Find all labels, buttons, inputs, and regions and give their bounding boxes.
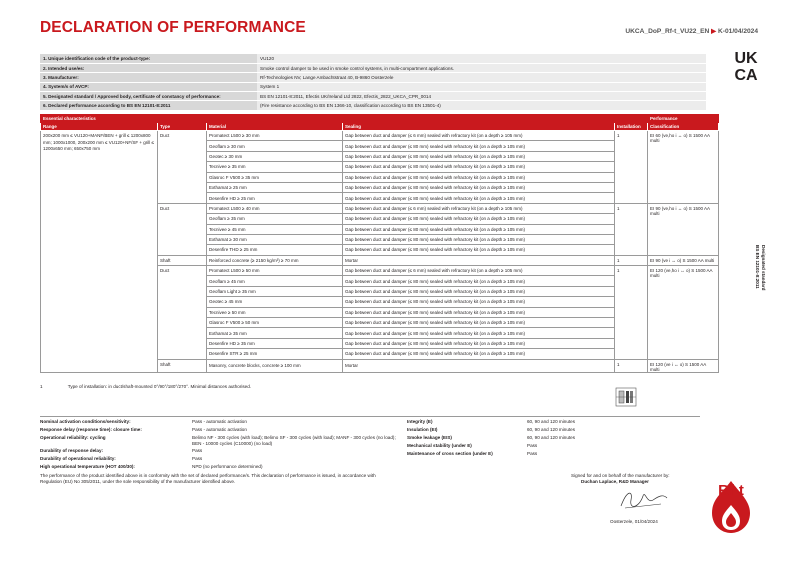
classification-cell: EI 90 (ve i ↔ o) S 1500 AA multi	[648, 255, 719, 265]
performance-value: NPD (no performance determined)	[192, 464, 263, 470]
performance-label: Maintenance of cross section (under E)	[407, 451, 493, 457]
side-designated-standard	[752, 245, 766, 365]
signer-name: Duchan Laplace, R&D Manager	[581, 479, 649, 485]
info-label: 3. Manufacturer:	[40, 73, 257, 82]
type-cell: Shaft	[158, 359, 207, 372]
footnote	[40, 384, 275, 389]
material-cell: Exthamat ≥ 30 mm	[207, 234, 343, 244]
material-cell: Glasroc F V500 ≥ 50 mm	[207, 318, 343, 328]
installation-cell: 1	[615, 203, 648, 255]
performance-left-labels	[40, 419, 190, 472]
material-cell: Geoflam ≥ 45 mm	[207, 276, 343, 286]
material-cell: Geoflam Light ≥ 35 mm	[207, 286, 343, 296]
table-column-header-row	[41, 123, 719, 131]
performance-label: Integrity (E)	[407, 419, 433, 424]
info-value: (Fire resistance according to BS EN 1366-10, classification according to BS EN 13501-4)	[257, 101, 706, 110]
document-reference	[625, 27, 758, 35]
performance-value: Belimo NF - 300 cycles (with load); Belimo SF - 300 cycles (with load); MANF - 300 cycles (no load); BEN - 10000 cycles (C10000) (no load)	[192, 435, 396, 446]
sealing-cell: Gap between duct and damper (≤ 80 mm) sealed with refractory kit (on a depth ≥ 105 mm)	[343, 245, 615, 255]
sealing-cell: Gap between duct and damper (≤ 80 mm) sealed with refractory kit (on a depth ≥ 105 mm)	[343, 224, 615, 234]
info-label: 2. Intended use/es:	[40, 63, 257, 72]
sealing-cell: Gap between duct and damper (≤ 80 mm) sealed with refractory kit (on a depth ≥ 105 mm)	[343, 297, 615, 307]
material-cell: Reinforced concrete (≥ 2150 kg/m³) ≥ 70 mm	[207, 255, 343, 265]
sealing-cell: Mortar	[343, 255, 615, 265]
info-row	[40, 82, 706, 91]
performance-left-values	[192, 419, 402, 472]
info-row	[40, 73, 706, 82]
performance-label: Response delay (response time): closure time:	[40, 427, 142, 433]
performance-right-labels	[407, 419, 527, 459]
rf-t-logo	[700, 475, 762, 537]
col-classification: Classification	[648, 123, 719, 131]
col-type: Type	[158, 123, 207, 131]
performance-value: Pass	[527, 443, 538, 449]
classification-cell: EI 120 (ve i ↔ o) S 1500 AA multi	[648, 359, 719, 372]
performance-value: Pass	[192, 456, 203, 462]
doc-code: UKCA_DoP_Rf-t_VU22_EN	[625, 28, 710, 35]
performance-value: Pass	[192, 448, 203, 454]
sealing-cell: Gap between duct and damper (≤ 80 mm) sealed with refractory kit (on a depth ≥ 105 mm)	[343, 286, 615, 296]
col-installation: Installation	[615, 123, 648, 131]
classification-cell: EI 60 (ve,ho i ↔ o) S 1500 AA multi	[648, 131, 719, 204]
performance-label: Mechanical stability (under E)	[407, 443, 472, 449]
table-header-row	[41, 115, 719, 123]
performance-characteristics	[40, 416, 700, 470]
col-range: Range	[41, 123, 158, 131]
material-cell: Geoflam ≥ 30 mm	[207, 141, 343, 151]
material-cell: Desenfire THD ≥ 25 mm	[207, 245, 343, 255]
performance-label: Smoke leakage (EIS)	[407, 435, 452, 441]
info-value: Rf-Technologies NV, Lange Ambachtstraat 40, B-9860 Oosterzele	[257, 73, 706, 82]
info-row	[40, 101, 706, 110]
material-cell: Desenfire HD ≥ 35 mm	[207, 338, 343, 348]
type-cell: Shaft	[158, 255, 207, 265]
material-cell: Tecnivee ≥ 35 mm	[207, 162, 343, 172]
installation-cell: 1	[615, 131, 648, 204]
sealing-cell: Gap between duct and damper (≤ 80 mm) sealed with refractory kit (on a depth ≥ 105 mm)	[343, 214, 615, 224]
classification-cell: EI 90 (ve,ho i ↔ o) S 1500 AA multi	[648, 203, 719, 255]
sealing-cell: Gap between duct and damper (≤ 80 mm) sealed with refractory kit (on a depth ≥ 105 mm)	[343, 328, 615, 338]
declaration-statement: The performance of the product identified above is in conformity with the set of declared performance/s. This declaration of performance is issued, in accordance with Regulation (EU) No 305/2011, under the sole responsibility of the manufacturer identified above.	[40, 473, 376, 485]
signer-block	[571, 473, 691, 485]
material-cell: Desenfire HD ≥ 25 mm	[207, 193, 343, 203]
installation-cell: 1	[615, 359, 648, 372]
material-cell: Geotec ≥ 30 mm	[207, 151, 343, 161]
info-row	[40, 63, 706, 72]
material-cell: Glasroc F V500 ≥ 35 mm	[207, 172, 343, 182]
sealing-cell: Gap between duct and damper (≤ 6 mm) sealed with refractory kit (on a depth ≥ 105 mm)	[343, 203, 615, 213]
type-cell: Duct	[158, 266, 207, 360]
page-title: DECLARATION OF PERFORMANCE	[40, 19, 306, 36]
sealing-cell: Gap between duct and damper (≤ 80 mm) sealed with refractory kit (on a depth ≥ 105 mm)	[343, 141, 615, 151]
performance-value: 60, 90 and 120 minutes	[527, 435, 576, 441]
info-value: BS EN 12101-8:2011, Efectis UK/Ireland Ltd 2822, Efectis_2822_UKCA_CPR_0014	[257, 92, 706, 101]
material-cell: Promatect L500 ≥ 50 mm	[207, 266, 343, 276]
sealing-cell: Gap between duct and damper (≤ 80 mm) sealed with refractory kit (on a depth ≥ 105 mm)	[343, 151, 615, 161]
sealing-cell: Gap between duct and damper (≤ 80 mm) sealed with refractory kit (on a depth ≥ 105 mm)	[343, 234, 615, 244]
installation-cell: 1	[615, 266, 648, 360]
table-row	[41, 131, 719, 141]
material-cell: Promatect L500 ≥ 30 mm	[207, 131, 343, 141]
sealing-cell: Gap between duct and damper (≤ 80 mm) sealed with refractory kit (on a depth ≥ 105 mm)	[343, 172, 615, 182]
doc-date: K-01/04/2024	[718, 28, 758, 35]
info-row	[40, 92, 706, 101]
performance-label: Durability of response delay:	[40, 448, 104, 454]
info-value: Smoke control damper to be used in smoke control systems, in multi-compartment applications.	[257, 63, 706, 72]
ukca-line1: UK	[734, 50, 758, 67]
info-value: System 1	[257, 82, 706, 91]
performance-value: 60, 90 and 120 minutes	[527, 419, 576, 424]
signature-icon	[617, 486, 671, 514]
performance-value: Pass	[527, 451, 538, 457]
info-value: VU120	[257, 54, 706, 63]
type-cell: Duct	[158, 203, 207, 255]
performance-label: Insulation (EI)	[407, 427, 438, 433]
material-cell: Geoflam ≥ 35 mm	[207, 214, 343, 224]
performance-label: Durability of operational reliability:	[40, 456, 116, 462]
ukca-mark-icon	[731, 48, 761, 82]
sealing-cell: Gap between duct and damper (≤ 80 mm) sealed with refractory kit (on a depth ≥ 105 mm)	[343, 193, 615, 203]
performance-label: Operational reliability: cycling	[40, 435, 106, 441]
material-cell: Geotec ≥ 45 mm	[207, 297, 343, 307]
info-label: 4. System/s of AVCP:	[40, 82, 257, 91]
sealing-cell: Gap between duct and damper (≤ 6 mm) sealed with refractory kit (on a depth ≥ 105 mm)	[343, 131, 615, 141]
performance-value: 60, 90 and 120 minutes	[527, 427, 576, 433]
material-cell: Exthamat ≥ 25 mm	[207, 182, 343, 192]
material-cell: Promatect L500 ≥ 40 mm	[207, 203, 343, 213]
ukca-line2: CA	[734, 67, 758, 82]
sealing-cell: Gap between duct and damper (≤ 6 mm) sealed with refractory kit (on a depth ≥ 105 mm)	[343, 266, 615, 276]
col-sealing: Sealing	[343, 123, 615, 131]
material-cell: Exthamat ≥ 35 mm	[207, 328, 343, 338]
performance-label: Nominal activation conditions/sensitivity:	[40, 419, 131, 424]
sealing-cell: Gap between duct and damper (≤ 80 mm) sealed with refractory kit (on a depth ≥ 105 mm)	[343, 318, 615, 328]
material-cell: Tecnivee ≥ 50 mm	[207, 307, 343, 317]
type-cell: Duct	[158, 131, 207, 204]
performance-label: High operational temperature (HOT 400/30):	[40, 464, 135, 470]
info-row	[40, 54, 706, 63]
essential-characteristics-table	[40, 114, 719, 373]
performance-right-values	[527, 419, 647, 459]
essential-characteristics-heading: Essential characteristics	[41, 115, 648, 123]
sealing-cell: Gap between duct and damper (≤ 80 mm) sealed with refractory kit (on a depth ≥ 105 mm)	[343, 162, 615, 172]
sealing-cell: Gap between duct and damper (≤ 80 mm) sealed with refractory kit (on a depth ≥ 105 mm)	[343, 349, 615, 359]
place-and-date: Oosterzele, 01/04/2024	[610, 519, 658, 524]
side-text-1: Designated standard	[761, 245, 766, 291]
material-cell: Tecnivee ≥ 45 mm	[207, 224, 343, 234]
sealing-cell: Mortar	[343, 359, 615, 372]
material-cell: Masonry, concrete blocks, concrete ≥ 100 mm	[207, 359, 343, 372]
performance-value: Pass - automatic activation	[192, 427, 247, 433]
footnote-text: Type of installation: in duct/shaft-mounted 0°/90°/180°/270°. Minimal distances authorised.	[67, 384, 252, 389]
info-label: 5. Designated standard / Approved body, certificate of constancy of performance:	[40, 92, 257, 101]
col-material: Material	[207, 123, 343, 131]
installation-orientation-icon	[615, 386, 637, 408]
range-cell: 200x200 mm ≤ VU120+MANF/BEN + grill ≤ 1200x800 mm; 1000x1000, 200x200 mm ≤ VU120+NF/SF + grill ≤ 1200x650 mm; 650x750 mm	[41, 131, 158, 373]
logo-text: Rf-t	[718, 482, 744, 499]
sealing-cell: Gap between duct and damper (≤ 80 mm) sealed with refractory kit (on a depth ≥ 105 mm)	[343, 307, 615, 317]
sealing-cell: Gap between duct and damper (≤ 80 mm) sealed with refractory kit (on a depth ≥ 105 mm)	[343, 276, 615, 286]
signer-line: Signed for and on behalf of the manufacturer by:	[571, 473, 670, 478]
separator-icon: ▶	[711, 28, 719, 35]
footnote-number: 1	[40, 384, 43, 389]
performance-heading: Performance	[648, 115, 719, 123]
performance-value: Pass - automatic activation	[192, 419, 247, 424]
info-label: 6. Declared performance according to BS EN 12101-8:2011	[40, 101, 257, 110]
classification-cell: EI 120 (ve,ho i ↔ o) S 1500 AA multi	[648, 266, 719, 360]
installation-cell: 1	[615, 255, 648, 265]
info-label: 1. Unique identification code of the product-type:	[40, 54, 257, 63]
sealing-cell: Gap between duct and damper (≤ 80 mm) sealed with refractory kit (on a depth ≥ 105 mm)	[343, 182, 615, 192]
product-info-table	[40, 54, 706, 111]
sealing-cell: Gap between duct and damper (≤ 80 mm) sealed with refractory kit (on a depth ≥ 105 mm)	[343, 338, 615, 348]
material-cell: Desenfire STR ≥ 25 mm	[207, 349, 343, 359]
side-text-2: BS EN 12101-8:2011	[755, 245, 760, 289]
